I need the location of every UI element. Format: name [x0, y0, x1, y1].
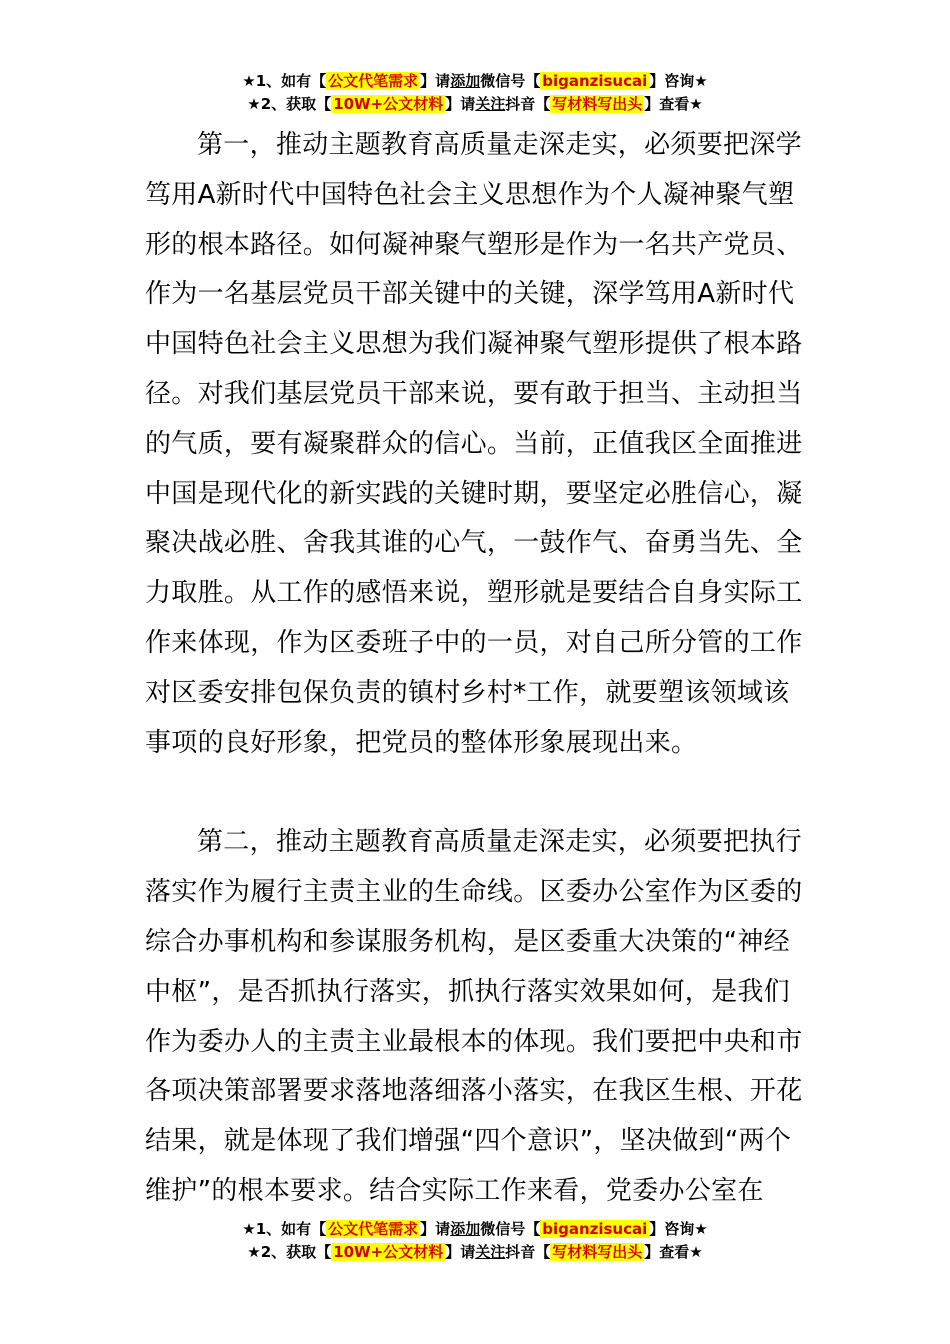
- footer-banner: [0, 1218, 950, 1264]
- banner-text: ★1、如有【: [242, 72, 327, 90]
- header-banner: [0, 70, 950, 116]
- banner-text: ★2、获取【: [247, 95, 332, 113]
- banner-text: 】查看★: [644, 95, 703, 113]
- highlight-text: 10W+公文材料: [333, 95, 444, 113]
- banner-text: 】请: [445, 95, 476, 113]
- banner-text: 】请: [420, 1220, 451, 1238]
- banner-line-1: [0, 70, 950, 93]
- highlight-text: 10W+公文材料: [333, 1243, 444, 1261]
- banner-text: 】查看★: [644, 1243, 703, 1261]
- highlight-text: biganzisucai: [542, 72, 648, 90]
- banner-text: ★1、如有【: [242, 1220, 327, 1238]
- highlight-text: biganzisucai: [542, 1220, 648, 1238]
- banner-line-2: [0, 93, 950, 116]
- banner-text: 】请: [445, 1243, 476, 1261]
- banner-text: 】咨询★: [649, 1220, 708, 1238]
- paragraph-gap: [145, 768, 809, 818]
- underlined-text: 关注: [475, 1243, 506, 1261]
- underlined-text: 关注: [475, 95, 506, 113]
- banner-text: 微信号【: [480, 72, 541, 90]
- highlight-text: 公文代笔需求: [328, 1220, 419, 1238]
- banner-text: 】请: [420, 72, 451, 90]
- paragraph-1: 第一，推动主题教育高质量走深走实，必须要把深学笃用A新时代中国特色社会主义思想作为个人凝神聚气塑形的根本路径。如何凝神聚气塑形是作为一名共产党员、作为一名基层党员干部关键中的关键，深学笃用A新时代中国特色社会主义思想为我们凝神聚气塑形提供了根本路径。对我们基层党员干部来说，要有敢于担当、主动担当的气质，要有凝聚群众的信心。当前，正值我区全面推进中国是现代化的新实践的关键时期，要坚定必胜信心，凝聚决战必胜、舍我其谁的心气，一鼓作气、奋勇当先、全力取胜。从工作的感悟来说，塑形就是要结合自身实际工作来体现，作为区委班子中的一员，对自己所分管的工作对区委安排包保负责的镇村乡村*工作，就要塑该领域该事项的良好形象，把党员的整体形象展现出来。: [145, 130, 803, 758]
- highlight-text: 写材料写出头: [552, 95, 643, 113]
- banner-line-2: [0, 1241, 950, 1264]
- banner-text: 抖音【: [505, 1243, 551, 1261]
- paragraph-2: 第二，推动主题教育高质量走深走实，必须要把执行落实作为履行主责主业的生命线。区委办公室作为区委的综合办事机构和参谋服务机构，是区委重大决策的“神经中枢”，是否抓执行落实，抓执行落实效果如何，是我们作为委办人的主责主业最根本的体现。我们要把中央和市各项决策部署要求落地落细落小落实，在我区生根、开花结果，就是体现了我们增强“四个意识”，坚决做到“两个维护”的根本要求。结合实际工作来看，党委办公室在: [145, 827, 803, 1206]
- banner-line-1: [0, 1218, 950, 1241]
- document-body: [145, 121, 809, 1217]
- banner-text: 】咨询★: [649, 72, 708, 90]
- underlined-text: 添加: [450, 1220, 481, 1238]
- banner-text: 抖音【: [505, 95, 551, 113]
- banner-text: 微信号【: [480, 1220, 541, 1238]
- underlined-text: 添加: [450, 72, 481, 90]
- highlight-text: 公文代笔需求: [328, 72, 419, 90]
- banner-text: ★2、获取【: [247, 1243, 332, 1261]
- highlight-text: 写材料写出头: [552, 1243, 643, 1261]
